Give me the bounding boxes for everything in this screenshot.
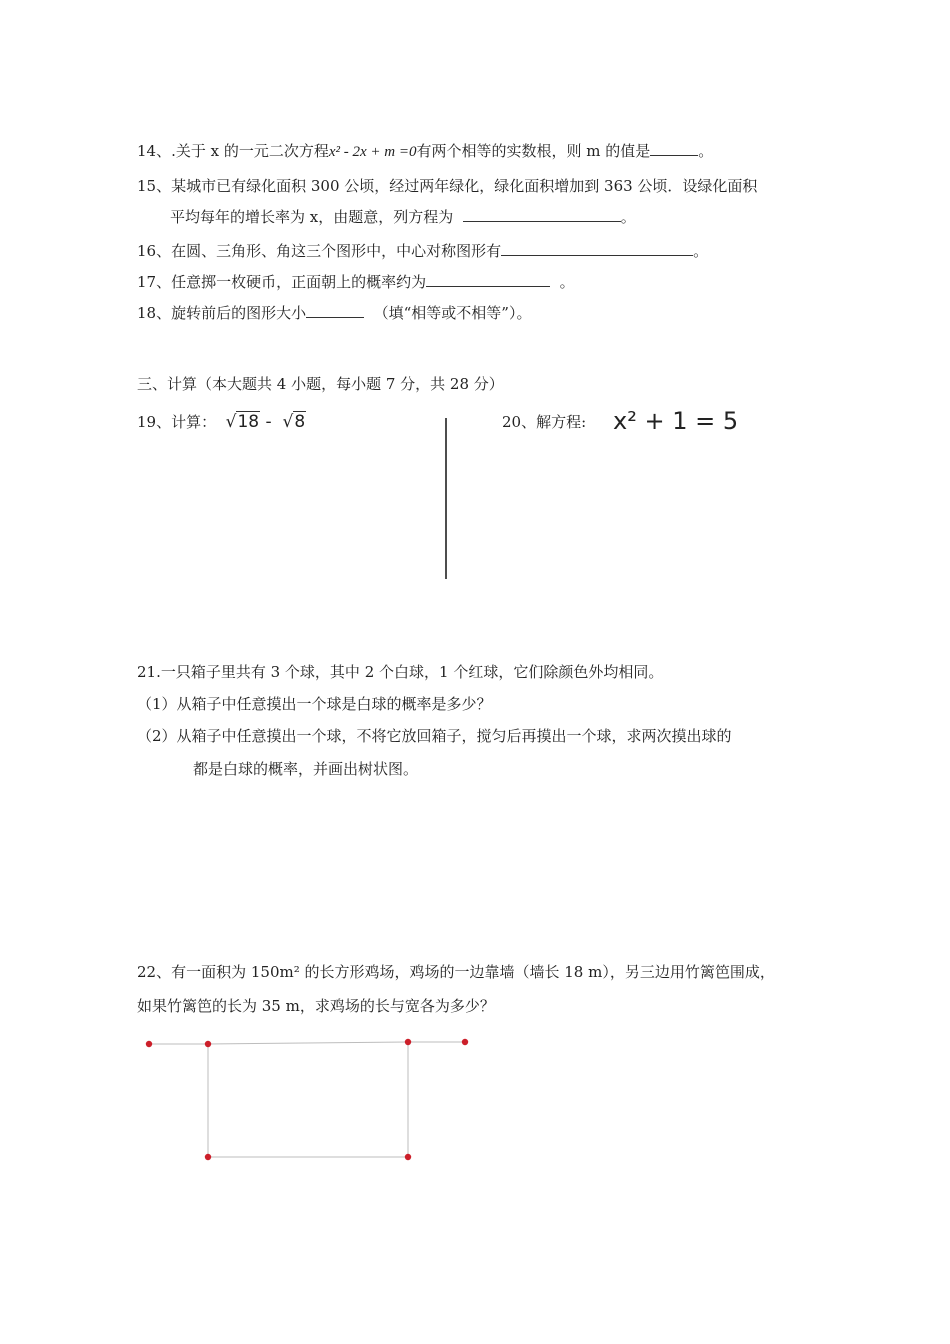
point-top-left-corner (205, 1041, 211, 1047)
question-21-part2-line2: 都是白球的概率，并画出树状图。 (193, 760, 419, 778)
q14-end: 。 (698, 142, 714, 160)
question-15-line1: 15、某城市已有绿化面积 300 公顷，经过两年绿化，绿化面积增加到 363 公顷．设绿化面积 (137, 177, 758, 195)
q16-end: 。 (693, 242, 709, 260)
q14-equation: x² - 2x + m =0 (328, 144, 417, 160)
q19-radicand-1: 18 (237, 412, 260, 432)
point-bottom-left-corner (205, 1154, 211, 1160)
q17-end: 。 (559, 273, 575, 291)
q14-text-pre: 14、.关于 x 的一元二次方程 (137, 142, 329, 160)
point-bottom-right-corner (405, 1154, 411, 1160)
point-wall-left-end (146, 1041, 152, 1047)
question-21-intro: 21.一只箱子里共有 3 个球，其中 2 个白球，1 个红球，它们除颜色外均相同。 (137, 663, 664, 681)
question-20-equation: x² + 1 = 5 (613, 407, 739, 435)
q18-text: 18、旋转前后的图形大小 (137, 304, 307, 322)
question-21-part2-line1: （2）从箱子中任意摸出一个球，不将它放回箱子，搅匀后再摸出一个球，求两次摸出球的 (137, 727, 732, 745)
chicken-farm-diagram (146, 1039, 468, 1160)
q18-end: （填“相等或不相等”）。 (373, 304, 532, 322)
point-wall-right-end (462, 1039, 468, 1045)
question-21-part1: （1）从箱子中任意摸出一个球是白球的概率是多少？ (137, 695, 492, 713)
q19-minus: - (265, 412, 272, 432)
section-3-heading: 三、计算（本大题共 4 小题，每小题 7 分，共 28 分） (137, 375, 504, 393)
q15-end: 。 (620, 208, 636, 226)
wall-middle-segment (208, 1042, 408, 1044)
q19-expression: √18 - √8 (225, 412, 306, 432)
q16-text: 16、在圆、三角形、角这三个图形中，中心对称图形有 (137, 242, 502, 260)
question-22-line2: 如果竹篱笆的长为 35 m，求鸡场的长与宽各为多少？ (137, 997, 495, 1015)
question-22-line1: 22、有一面积为 150m² 的长方形鸡场，鸡场的一边靠墙（墙长 18 m），另三边用竹篱笆围成， (137, 963, 775, 981)
q19-label: 19、计算： (137, 413, 217, 431)
q15-text: 平均每年的增长率为 x，由题意，列方程为 (170, 208, 454, 226)
q17-text: 17、任意掷一枚硬币，正面朝上的概率约为 (137, 273, 427, 291)
q14-text-post: 有两个相等的实数根，则 m 的值是 (416, 142, 651, 160)
q19-radicand-2: 8 (294, 412, 306, 432)
point-top-right-corner (405, 1039, 411, 1045)
question-20-label: 20、解方程: (502, 413, 587, 431)
